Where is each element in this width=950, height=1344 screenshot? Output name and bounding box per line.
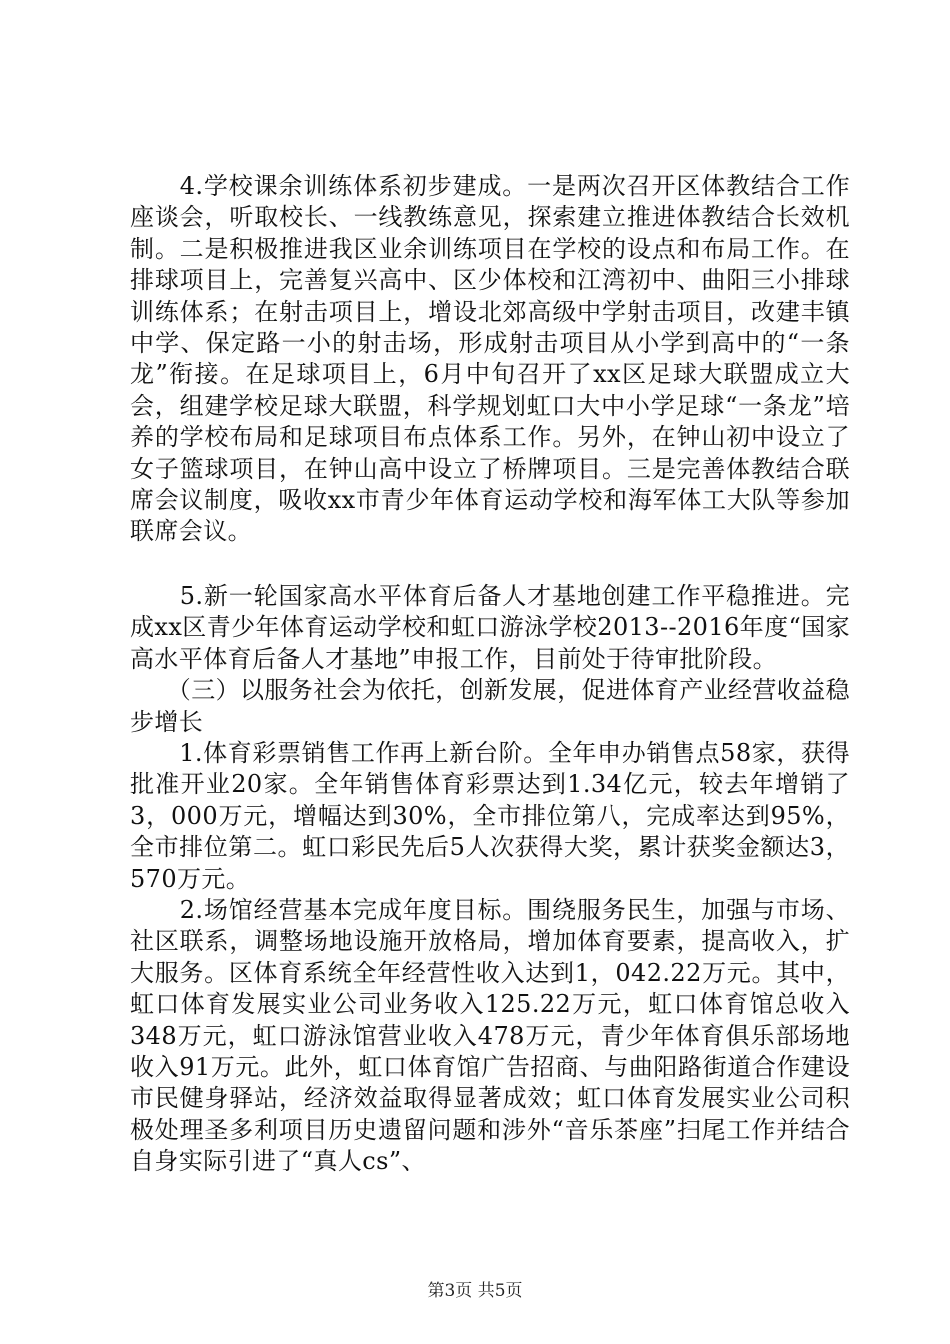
paragraph-lottery-sales: 1.体育彩票销售工作再上新台阶。全年申办销售点58家，获得批准开业20家。全年销售体育彩票达到1.34亿元，较去年增销了3，000万元，增幅达到30%，全市排位第八，完成率达到95%，全市排位第二。虹口彩民先后5人次获得大奖，累计获奖金额达3，570万元。 bbox=[130, 738, 850, 893]
paragraph-school-training: 4.学校课余训练体系初步建成。一是两次召开区体教结合工作座谈会，听取校长、一线教练意见，探索建立推进体教结合长效机制。二是积极推进我区业余训练项目在学校的设点和布局工作。在排球项目上，完善复兴高中、区少体校和江湾初中、曲阳三小排球训练体系；在射击项目上，增设北郊高级中学射击项目，改建丰镇中学、保定路一小的射击场，形成射击项目从小学到高中的“一条龙”衔接。在足球项目上，6月中旬召开了xx区足球大联盟成立大会，组建学校足球大联盟，科学规划虹口大中小学足球“一条龙”培养的学校布局和足球项目布点体系工作。另外，在钟山初中设立了女子篮球项目，在钟山高中设立了桥牌项目。三是完善体教结合联席会议制度，吸收xx市青少年体育运动学校和海军体工大队等参加联席会议。 bbox=[130, 172, 850, 546]
paragraph-talent-base: 5.新一轮国家高水平体育后备人才基地创建工作平稳推进。完成xx区青少年体育运动学校和虹口游泳学校2013--2016年度“国家高水平体育后备人才基地”申报工作，目前处于待审批阶段。 bbox=[130, 581, 850, 673]
paragraph-venue-operations: 2.场馆经营基本完成年度目标。围绕服务民生，加强与市场、社区联系，调整场地设施开放格局，增加体育要素，提高收入，扩大服务。区体育系统全年经营性收入达到1，042.22万元。其中，虹口体育发展实业公司业务收入125.22万元，虹口体育馆总收入348万元，虹口游泳馆营业收入478万元，青少年体育俱乐部场地收入91万元。此外，虹口体育馆广告招商、与曲阳路街道合作建设市民健身驿站，经济效益取得显著成效；虹口体育发展实业公司积极处理圣多利项目历史遗留问题和涉外“音乐茶座”扫尾工作并结合自身实际引进了“真人cs”、 bbox=[130, 895, 850, 1176]
document-body bbox=[130, 171, 850, 1178]
paragraph-gap bbox=[130, 548, 850, 581]
page-footer: 第3页 共5页 bbox=[427, 1281, 523, 1301]
section-heading-industry: （三）以服务社会为依托，创新发展，促进体育产业经营收益稳步增长 bbox=[130, 676, 850, 736]
